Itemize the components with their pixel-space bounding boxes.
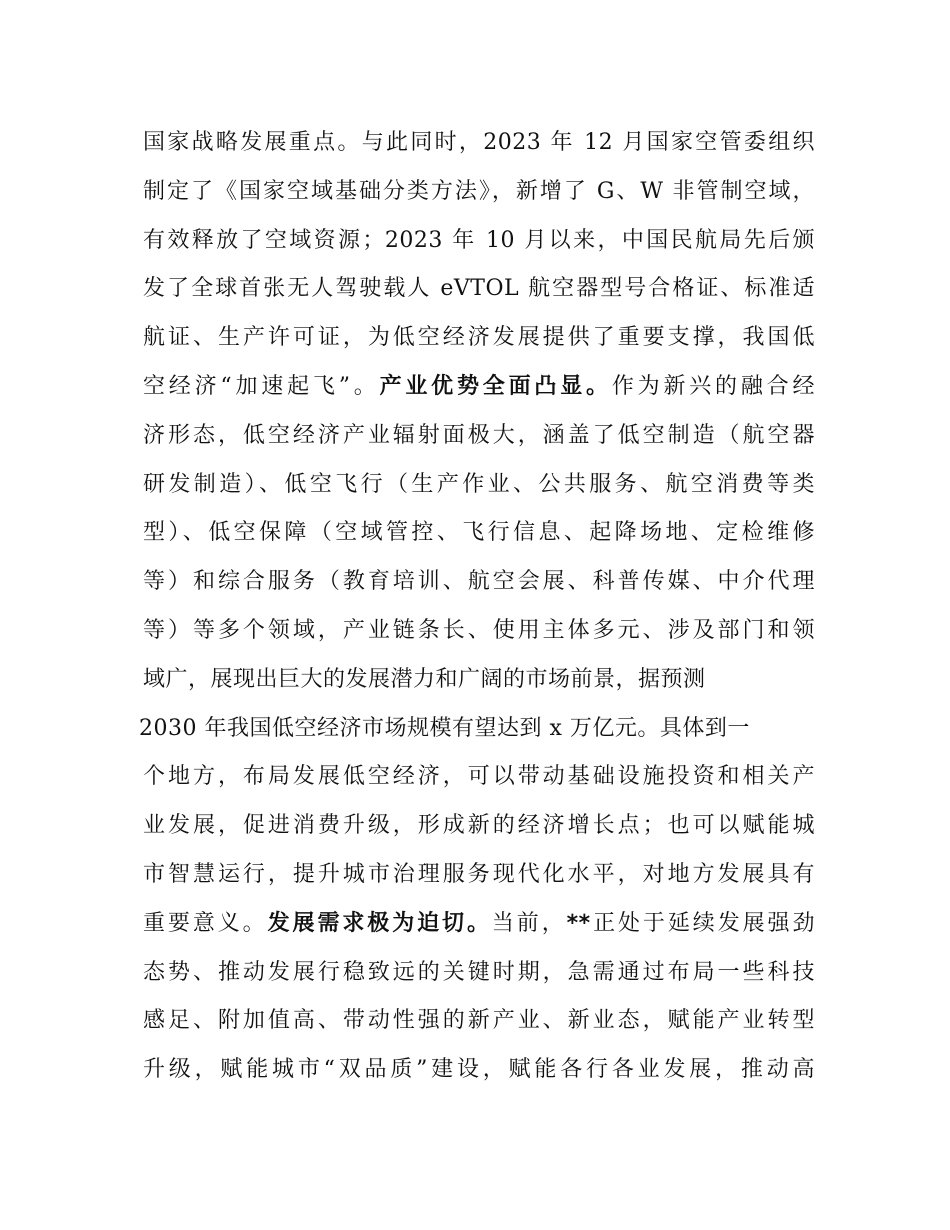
text-run: 市智慧运行，提升城市治理服务现代化水平，对地方发展具有: [143, 861, 815, 887]
text-run: 等）和综合服务（教育培训、航空会展、科普传媒、中介代理: [143, 569, 815, 595]
text-line: [143, 467, 815, 516]
text-run: 型）、低空保障（空域管控、飞行信息、起降场地、定检维修: [143, 520, 815, 546]
text-run: 个地方，布局发展低空经济，可以带动基础设施投资和相关产: [143, 764, 815, 790]
text-line: [143, 223, 815, 272]
text-line: [143, 662, 815, 711]
text-line: [143, 1003, 815, 1052]
text-line: [143, 955, 815, 1004]
text-line: [143, 174, 815, 223]
text-run: 制定了《国家空域基础分类方法》，新增了 G、W 非管制空域，: [143, 178, 815, 204]
text-run: 有效释放了空域资源；2023 年 10 月以来，中国民航局先后颁: [143, 227, 815, 253]
text-run: 正处于延续发展强劲: [590, 910, 815, 936]
text-run: 国家战略发展重点。与此同时，2023 年 12 月国家空管委组织: [143, 130, 815, 155]
text-line: [143, 320, 815, 369]
text-line: [143, 613, 815, 662]
bold-heading-text: **: [566, 910, 591, 936]
text-line: [143, 906, 815, 955]
text-run: 感足、附加值高、带动性强的新产业、新业态，赋能产业转型: [143, 1008, 815, 1034]
text-line: [143, 1052, 815, 1101]
text-run: 域广，展现出巨大的发展潜力和广阔的市场前景，据预测: [143, 666, 706, 692]
text-run: 航证、生产许可证，为低空经济发展提供了重要支撑，我国低: [143, 325, 815, 351]
text-line: [143, 515, 815, 564]
body-text: [139, 125, 815, 1101]
text-run: 重要意义。: [143, 910, 268, 936]
bold-heading-text: 产业优势全面凸显。: [379, 373, 612, 399]
text-line: [143, 369, 815, 418]
text-run: 2030 年我国低空经济市场规模有望达到 x 万亿元。具体到一: [139, 715, 750, 741]
text-run: 等）等多个领域，产业链条长、使用主体多元、涉及部门和领: [143, 617, 815, 643]
text-line: [143, 857, 815, 906]
text-run: 研发制造）、低空飞行（生产作业、公共服务、航空消费等类: [143, 471, 815, 497]
text-line: [143, 759, 815, 808]
text-line: [143, 125, 815, 174]
text-line: [139, 711, 815, 760]
text-run: 当前，: [491, 910, 567, 936]
text-line: [143, 418, 815, 467]
text-run: 业发展，促进消费升级，形成新的经济增长点；也可以赋能城: [143, 813, 815, 839]
text-run: 发了全球首张无人驾驶载人 eVTOL 航空器型号合格证、标准适: [143, 276, 815, 302]
text-run: 济形态，低空经济产业辐射面极大，涵盖了低空制造（航空器: [143, 422, 815, 448]
text-line: [143, 564, 815, 613]
text-run: 升级，赋能城市“双品质”建设，赋能各行各业发展，推动高: [143, 1057, 815, 1083]
text-run: 空经济“加速起飞”。: [143, 373, 380, 399]
text-run: 态势、推动发展行稳致远的关键时期，急需通过布局一些科技: [143, 959, 815, 985]
text-line: [143, 808, 815, 857]
bold-heading-text: 发展需求极为迫切。: [267, 910, 492, 936]
text-line: [143, 271, 815, 320]
text-run: 作为新兴的融合经: [611, 373, 815, 399]
